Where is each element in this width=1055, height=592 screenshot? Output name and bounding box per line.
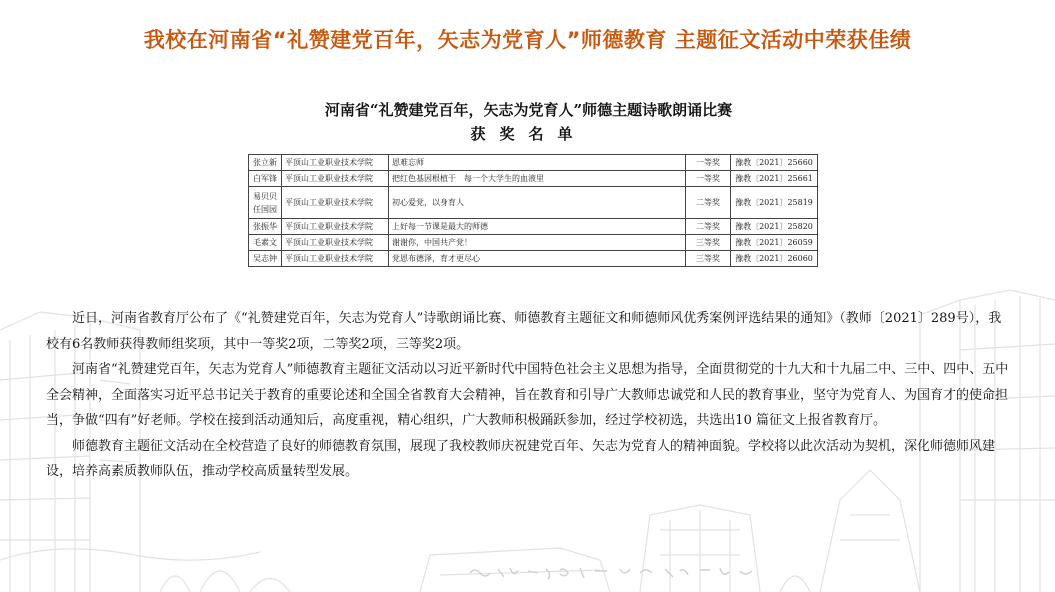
winner-name: 白军锋 — [249, 171, 282, 187]
winner-name: 易贝贝 任国园 — [249, 187, 282, 219]
notice-subtitle: 获奖名单 — [470, 125, 587, 143]
prize-level: 一等奖 — [686, 171, 731, 187]
article-body — [46, 306, 1011, 485]
article-headline: 我校在河南省“礼赞建党百年，矢志为党育人”师德教育 主题征文活动中荣获佳绩 — [143, 28, 912, 52]
body-paragraph: 河南省“礼赞建党百年，矢志为党育人”师德教育主题征文活动以习近平新时代中国特色社会主义思想为指导，全面贯彻党的十九大和十九届二中、三中、四中、五中全会精神，全面落实习近平总书记关于教育的重要论述和全国全省教育大会精神，旨在教育和引导广大教师忠诚党和人民的教育事业，坚守为党育人、为国育才的使命担当，争做“四有”好老师。学校在接到活动通知后，高度重视，精心组织，广大教师积极踊跃参加，经过学校初选，共选出10 篇征文上报省教育厅。 — [46, 362, 1009, 428]
winner-name: 吴志钟 — [249, 251, 282, 267]
table-row — [249, 219, 818, 235]
prize-level: 三等奖 — [686, 235, 731, 251]
table-row — [249, 155, 818, 171]
work-title: 上好每一节课是最大的师德 — [389, 219, 686, 235]
winner-school: 平顶山工业职业技术学院 — [282, 187, 389, 219]
work-title: 党恩布德泽，育才更尽心 — [389, 251, 686, 267]
winner-school: 平顶山工业职业技术学院 — [282, 219, 389, 235]
table-row — [249, 235, 818, 251]
winner-school: 平顶山工业职业技术学院 — [282, 171, 389, 187]
calligraphy-watermark — [470, 565, 770, 581]
certificate-number: 豫教〔2021〕25660 — [731, 155, 818, 171]
certificate-number: 豫教〔2021〕25820 — [731, 219, 818, 235]
work-title: 谢谢你，中国共产党！ — [389, 235, 686, 251]
certificate-number: 豫教〔2021〕25661 — [731, 171, 818, 187]
award-list-table — [248, 154, 818, 267]
award-notice-image — [245, 98, 812, 266]
table-row — [249, 187, 818, 219]
body-paragraph: 近日，河南省教育厅公布了《“礼赞建党百年，矢志为党育人”诗歌朗诵比赛、师德教育主题征文和师德师风优秀案例评选结果的通知》（教师〔2021〕289号），我校有6名教师获得教师组奖项，其中一等奖2项，二等奖2项，三等奖2项。 — [46, 311, 1002, 352]
work-title: 把红色基因根植于 每一个大学生的血液里 — [389, 171, 686, 187]
prize-level: 一等奖 — [686, 155, 731, 171]
winner-name: 毛素文 — [249, 235, 282, 251]
winner-school: 平顶山工业职业技术学院 — [282, 251, 389, 267]
work-title: 恩难忘师 — [389, 155, 686, 171]
winner-school: 平顶山工业职业技术学院 — [282, 155, 389, 171]
prize-level: 二等奖 — [686, 187, 731, 219]
prize-level: 二等奖 — [686, 219, 731, 235]
certificate-number: 豫教〔2021〕26060 — [731, 251, 818, 267]
winner-school: 平顶山工业职业技术学院 — [282, 235, 389, 251]
prize-level: 三等奖 — [686, 251, 731, 267]
work-title: 初心爱党，以身育人 — [389, 187, 686, 219]
winner-name: 张立新 — [249, 155, 282, 171]
certificate-number: 豫教〔2021〕26059 — [731, 235, 818, 251]
table-row — [249, 251, 818, 267]
notice-title: 河南省“礼赞建党百年，矢志为党育人”师德主题诗歌朗诵比赛 — [324, 101, 733, 119]
winner-name: 张振华 — [249, 219, 282, 235]
table-row — [249, 171, 818, 187]
certificate-number: 豫教〔2021〕25819 — [731, 187, 818, 219]
body-paragraph: 师德教育主题征文活动在全校营造了良好的师德教育氛围，展现了我校教师庆祝建党百年、矢志为党育人的精神面貌。学校将以此次活动为契机，深化师德师风建设，培养高素质教师队伍，推动学校高质量转型发展。 — [46, 438, 996, 479]
